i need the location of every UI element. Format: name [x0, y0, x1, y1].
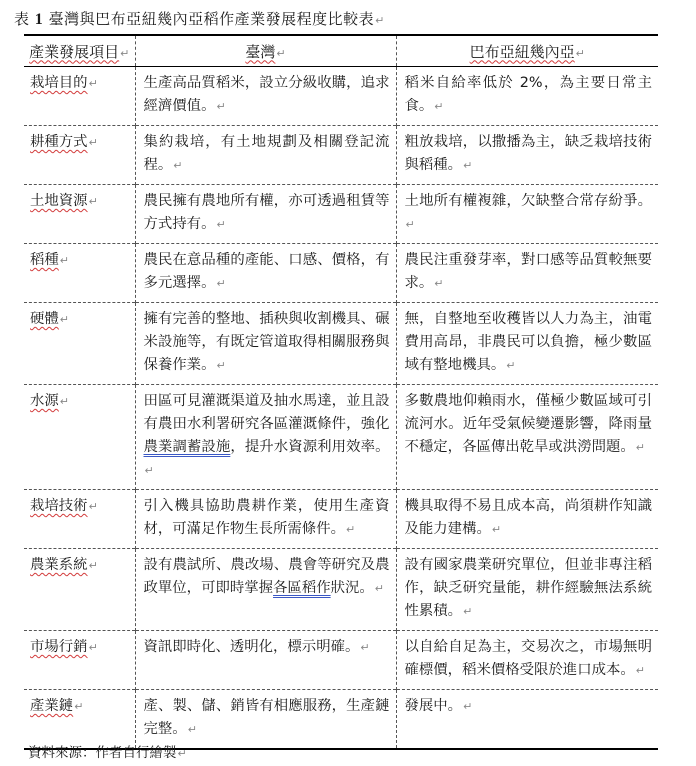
- row-item: 栽培目的↵: [30, 75, 98, 91]
- table-row: [24, 67, 658, 126]
- header-png: 巴布亞紐幾內亞↵: [396, 35, 658, 67]
- row-taiwan: 擁有完善的整地、插秧與收割機具、碾米設施等，有既定管道取得相關服務與保養作業。↵: [135, 303, 396, 385]
- row-png: 土地所有權複雜，欠缺整合常存紛爭。↵: [396, 185, 658, 244]
- row-item: 栽培技術↵: [24, 490, 135, 549]
- row-png: 以自給自足為主，交易次之，市場無明確標價，稻米價格受限於進口成本。↵: [396, 631, 658, 690]
- caption-text: 臺灣與巴布亞紐幾內亞稻作產業發展程度比較表: [48, 10, 375, 28]
- caption-prefix: 表: [14, 10, 30, 28]
- row-item: 硬體↵: [24, 303, 135, 385]
- row-png: 無，自整地至收穫皆以人力為主，油電費用高昂，非農民可以負擔，極少數區域有整地機具。↵: [396, 303, 658, 385]
- table-row: [24, 549, 658, 631]
- table-row: [24, 490, 658, 549]
- row-png: 機具取得不易且成本高，尚須耕作知識及能力建構。↵: [396, 490, 658, 549]
- row-taiwan: 農民擁有農地所有權，亦可透過租賃等方式持有。↵: [135, 185, 396, 244]
- row-png: 多數農地仰賴雨水，僅極少數區域可引流河水。近年受氣候變遷影響，降雨量不穩定，各區傳出乾旱或洪澇問題。↵: [396, 385, 658, 490]
- table-row: [24, 303, 658, 385]
- row-taiwan: 設有農試所、農改場、農會等研究及農政單位，可即時掌握各區稻作狀況。↵: [135, 549, 396, 631]
- row-item: 市場行銷↵: [24, 631, 135, 690]
- source-note: 資料來源：作者自行繪製↵: [28, 745, 187, 761]
- header-taiwan: 臺灣↵: [135, 35, 396, 67]
- table-row: [24, 126, 658, 185]
- header-item: 產業發展項目↵: [29, 42, 130, 61]
- row-item: 耕種方式↵: [24, 126, 135, 185]
- row-item: 稻種↵: [24, 244, 135, 303]
- paragraph-mark-icon: ↵: [375, 14, 385, 27]
- row-taiwan: 農民在意品種的產能、口感、價格，有多元選擇。↵: [135, 244, 396, 303]
- highlighted-term: 農業調蓄設施: [143, 439, 231, 455]
- caption-number: 1: [34, 11, 44, 28]
- row-taiwan: 生產高品質稻米，設立分級收購，追求經濟價值。↵: [135, 67, 396, 126]
- row-taiwan: 產、製、儲、銷皆有相應服務，生產鏈完整。↵: [135, 690, 396, 750]
- row-item: 農業系統↵: [24, 549, 135, 631]
- table-row: [24, 185, 658, 244]
- row-item: 土地資源↵: [24, 185, 135, 244]
- row-taiwan: 集約栽培，有土地規劃及相關登記流程。↵: [135, 126, 396, 185]
- comparison-table: [24, 34, 658, 750]
- row-item: 產業鏈↵: [24, 690, 135, 750]
- table-row: [24, 244, 658, 303]
- row-png: 稻米自給率低於 2%，為主要日常主食。↵: [396, 67, 658, 126]
- row-taiwan: 田區可見灌溉渠道及抽水馬達，並且設有農田水利署研究各區灌溉條件，強化農業調蓄設施，提升水資源利用效率。↵: [135, 385, 396, 490]
- table-row: [24, 631, 658, 690]
- table-caption: [14, 8, 385, 29]
- header-row: [24, 35, 658, 67]
- row-png: 粗放栽培，以撒播為主，缺乏栽培技術與稻種。↵: [396, 126, 658, 185]
- row-png: 設有國家農業研究單位，但並非專注稻作，缺乏研究量能，耕作經驗無法系統性累積。↵: [396, 549, 658, 631]
- highlighted-term: 各區稻作: [273, 580, 331, 596]
- paragraph-mark-icon: ↵: [177, 747, 187, 760]
- row-taiwan: 資訊即時化、透明化，標示明確。↵: [135, 631, 396, 690]
- row-item: 水源↵: [24, 385, 135, 490]
- row-png: 農民注重發芽率，對口感等品質較無要求。↵: [396, 244, 658, 303]
- row-taiwan: 引入機具協助農耕作業，使用生產資材，可滿足作物生長所需條件。↵: [135, 490, 396, 549]
- table-row: [24, 385, 658, 490]
- row-png: 發展中。↵: [396, 690, 658, 750]
